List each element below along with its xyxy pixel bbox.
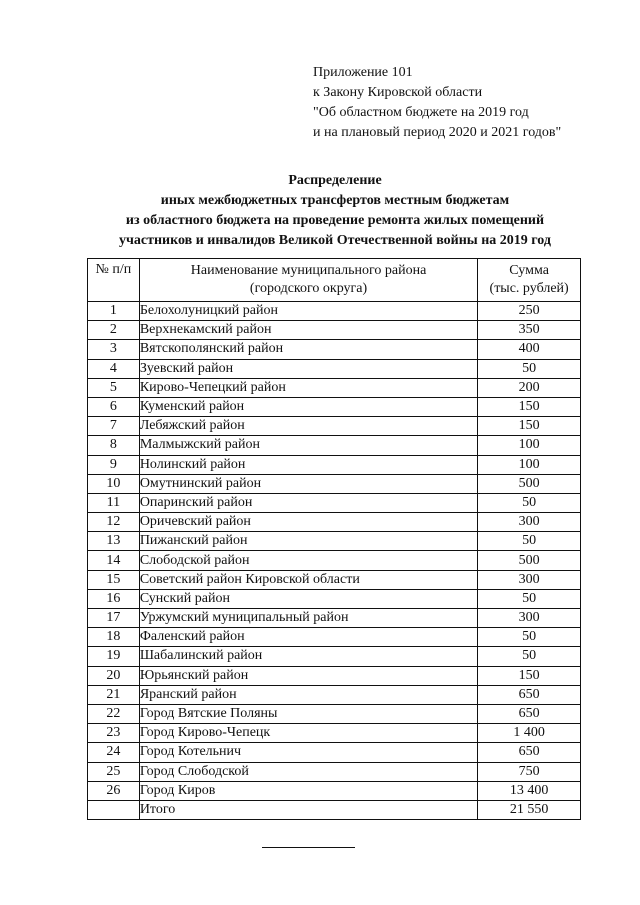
row-num: 21	[88, 685, 140, 704]
table-row	[88, 359, 581, 378]
row-name: Куменский район	[139, 397, 477, 416]
row-sum: 650	[478, 743, 581, 762]
total-sum: 21 550	[478, 800, 581, 819]
row-name: Пижанский район	[139, 532, 477, 551]
appendix-line-2: к Закону Кировской области	[313, 85, 483, 100]
row-sum: 250	[478, 302, 581, 321]
table-row	[88, 743, 581, 762]
appendix-header	[313, 63, 561, 143]
row-num: 5	[88, 378, 140, 397]
row-num: 17	[88, 609, 140, 628]
row-name: Кирово-Чепецкий район	[139, 378, 477, 397]
row-name: Оричевский район	[139, 513, 477, 532]
row-name: Слободской район	[139, 551, 477, 570]
row-sum: 650	[478, 685, 581, 704]
table-row	[88, 570, 581, 589]
table-row	[88, 397, 581, 416]
table-row	[88, 704, 581, 723]
header-name	[139, 259, 477, 302]
table-row	[88, 417, 581, 436]
row-num: 6	[88, 397, 140, 416]
table-row	[88, 378, 581, 397]
row-sum: 300	[478, 513, 581, 532]
row-name: Опаринский район	[139, 493, 477, 512]
row-sum: 500	[478, 551, 581, 570]
row-sum: 1 400	[478, 724, 581, 743]
header-name-line-1: Наименование муниципального района	[190, 263, 427, 278]
row-name: Фаленский район	[139, 628, 477, 647]
table-row	[88, 513, 581, 532]
row-name: Вятскополянский район	[139, 340, 477, 359]
header-sum-line-1: Сумма	[509, 263, 549, 278]
row-sum: 500	[478, 474, 581, 493]
row-num: 9	[88, 455, 140, 474]
row-num: 16	[88, 589, 140, 608]
row-num: 26	[88, 781, 140, 800]
row-num: 22	[88, 704, 140, 723]
document-title	[60, 171, 610, 251]
title-line-4: участников и инвалидов Великой Отечественной войны на 2019 год	[119, 233, 551, 248]
row-name: Зуевский район	[139, 359, 477, 378]
table-row	[88, 455, 581, 474]
table-row	[88, 609, 581, 628]
row-sum: 150	[478, 397, 581, 416]
row-name: Город Котельнич	[139, 743, 477, 762]
row-sum: 650	[478, 704, 581, 723]
table-row	[88, 781, 581, 800]
table-row	[88, 589, 581, 608]
total-row	[88, 800, 581, 819]
table-row	[88, 340, 581, 359]
row-num: 18	[88, 628, 140, 647]
signature-divider	[262, 847, 355, 848]
row-sum: 300	[478, 570, 581, 589]
title-line-1: Распределение	[288, 173, 382, 188]
table-row	[88, 647, 581, 666]
row-num: 7	[88, 417, 140, 436]
row-name: Верхнекамский район	[139, 321, 477, 340]
row-name: Сунский район	[139, 589, 477, 608]
row-name: Лебяжский район	[139, 417, 477, 436]
row-sum: 13 400	[478, 781, 581, 800]
row-num: 12	[88, 513, 140, 532]
table-header-row	[88, 259, 581, 302]
header-num	[88, 259, 140, 302]
row-sum: 150	[478, 666, 581, 685]
header-sum	[478, 259, 581, 302]
row-sum: 50	[478, 589, 581, 608]
row-sum: 200	[478, 378, 581, 397]
row-name: Шабалинский район	[139, 647, 477, 666]
row-num: 8	[88, 436, 140, 455]
table-row	[88, 302, 581, 321]
row-sum: 100	[478, 436, 581, 455]
row-sum: 300	[478, 609, 581, 628]
table-row	[88, 628, 581, 647]
table-row	[88, 532, 581, 551]
row-sum: 150	[478, 417, 581, 436]
row-num: 24	[88, 743, 140, 762]
row-num: 3	[88, 340, 140, 359]
row-num: 2	[88, 321, 140, 340]
row-sum: 400	[478, 340, 581, 359]
row-name: Город Киров	[139, 781, 477, 800]
row-name: Яранский район	[139, 685, 477, 704]
row-num: 15	[88, 570, 140, 589]
row-name: Белохолуницкий район	[139, 302, 477, 321]
row-name: Уржумский муниципальный район	[139, 609, 477, 628]
row-num: 13	[88, 532, 140, 551]
total-label: Итого	[139, 800, 477, 819]
row-num: 1	[88, 302, 140, 321]
table-row	[88, 474, 581, 493]
row-sum: 50	[478, 359, 581, 378]
row-num: 23	[88, 724, 140, 743]
appendix-line-1: Приложение 101	[313, 65, 413, 80]
row-num: 14	[88, 551, 140, 570]
row-num: 20	[88, 666, 140, 685]
row-num: 10	[88, 474, 140, 493]
row-name: Омутнинский район	[139, 474, 477, 493]
title-line-3: из областного бюджета на проведение ремонта жилых помещений	[125, 213, 545, 228]
row-num: 25	[88, 762, 140, 781]
table-row	[88, 666, 581, 685]
row-sum: 50	[478, 493, 581, 512]
table-row	[88, 321, 581, 340]
header-name-line-2: (городского округа)	[249, 281, 368, 296]
table-row	[88, 724, 581, 743]
row-sum: 50	[478, 532, 581, 551]
header-num-label: № п/п	[95, 262, 132, 277]
table-row	[88, 551, 581, 570]
row-name: Город Вятские Поляны	[139, 704, 477, 723]
table-body	[88, 302, 581, 820]
row-name: Малмыжский район	[139, 436, 477, 455]
row-name: Советский район Кировской области	[139, 570, 477, 589]
table-row	[88, 762, 581, 781]
row-num: 19	[88, 647, 140, 666]
row-sum: 350	[478, 321, 581, 340]
appendix-line-4: и на плановый период 2020 и 2021 годов"	[313, 125, 562, 140]
row-name: Город Слободской	[139, 762, 477, 781]
row-sum: 750	[478, 762, 581, 781]
row-sum: 100	[478, 455, 581, 474]
total-num-cell	[88, 800, 140, 819]
distribution-table	[87, 258, 581, 820]
row-num: 4	[88, 359, 140, 378]
row-name: Город Кирово-Чепецк	[139, 724, 477, 743]
row-name: Нолинский район	[139, 455, 477, 474]
row-sum: 50	[478, 628, 581, 647]
row-num: 11	[88, 493, 140, 512]
row-name: Юрьянский район	[139, 666, 477, 685]
header-sum-line-2: (тыс. рублей)	[489, 281, 569, 296]
title-line-2: иных межбюджетных трансфертов местным бюджетам	[160, 193, 510, 208]
appendix-line-3: "Об областном бюджете на 2019 год	[313, 105, 529, 120]
table-row	[88, 685, 581, 704]
table-row	[88, 493, 581, 512]
table-row	[88, 436, 581, 455]
row-sum: 50	[478, 647, 581, 666]
